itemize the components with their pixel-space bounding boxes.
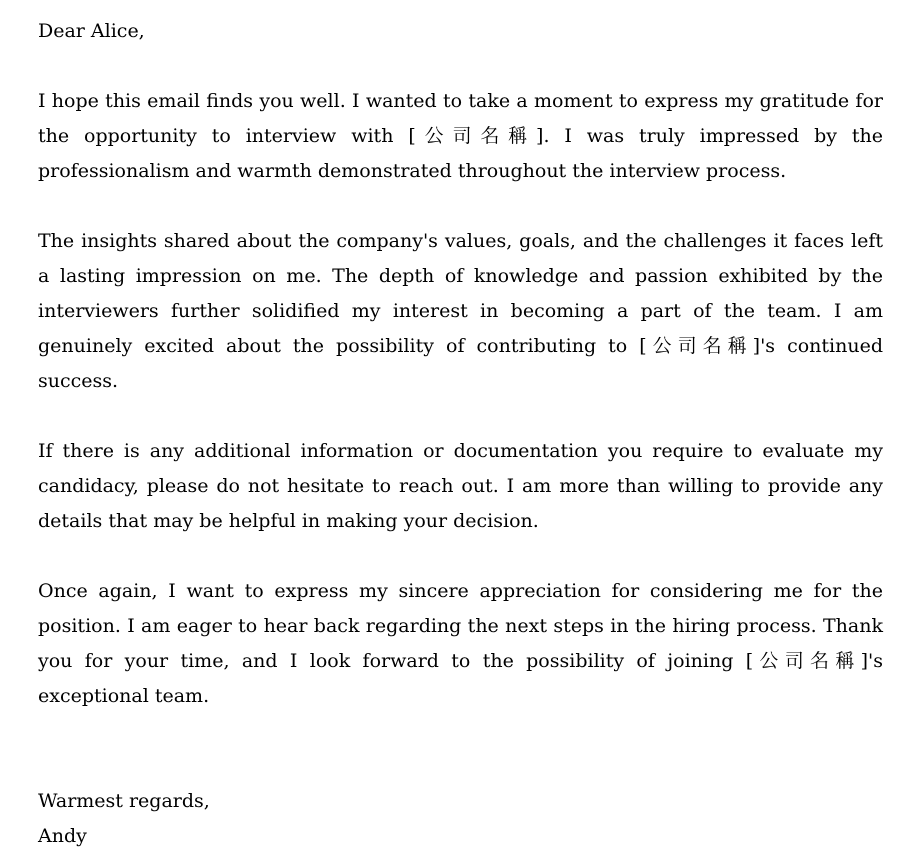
body-paragraph-4: Once again, I want to express my sincere appreciation for considering me for the position. I am eager to hear back regarding the next steps in the hiring process. Thank you for your time, and I look forward to the possibility of joining [公司名稱]'s exceptional team.: [38, 580, 883, 707]
email-letter: [38, 14, 883, 854]
signature: Andy: [38, 825, 87, 847]
spacer: [38, 399, 883, 434]
spacer: [38, 49, 883, 84]
spacer: [38, 189, 883, 224]
body-paragraph-2: The insights shared about the company's values, goals, and the challenges it faces left a lasting impression on me. The depth of knowledge and passion exhibited by the interviewers further solidified my interest in becoming a part of the team. I am genuinely excited about the possibility of contributing to [公司名稱]'s continued success.: [38, 230, 883, 392]
spacer: [38, 539, 883, 574]
spacer: [38, 714, 883, 784]
body-paragraph-1: I hope this email finds you well. I wanted to take a moment to express my gratitude for the opportunity to interview with [公司名稱]. I was truly impressed by the professionalism and warmth demonstrated throughout the interview process.: [38, 90, 883, 182]
closing: Warmest regards,: [38, 790, 210, 812]
salutation: Dear Alice,: [38, 20, 145, 42]
body-paragraph-3: If there is any additional information or documentation you require to evaluate my candidacy, please do not hesitate to reach out. I am more than willing to provide any details that may be helpful in making your decision.: [38, 440, 883, 532]
